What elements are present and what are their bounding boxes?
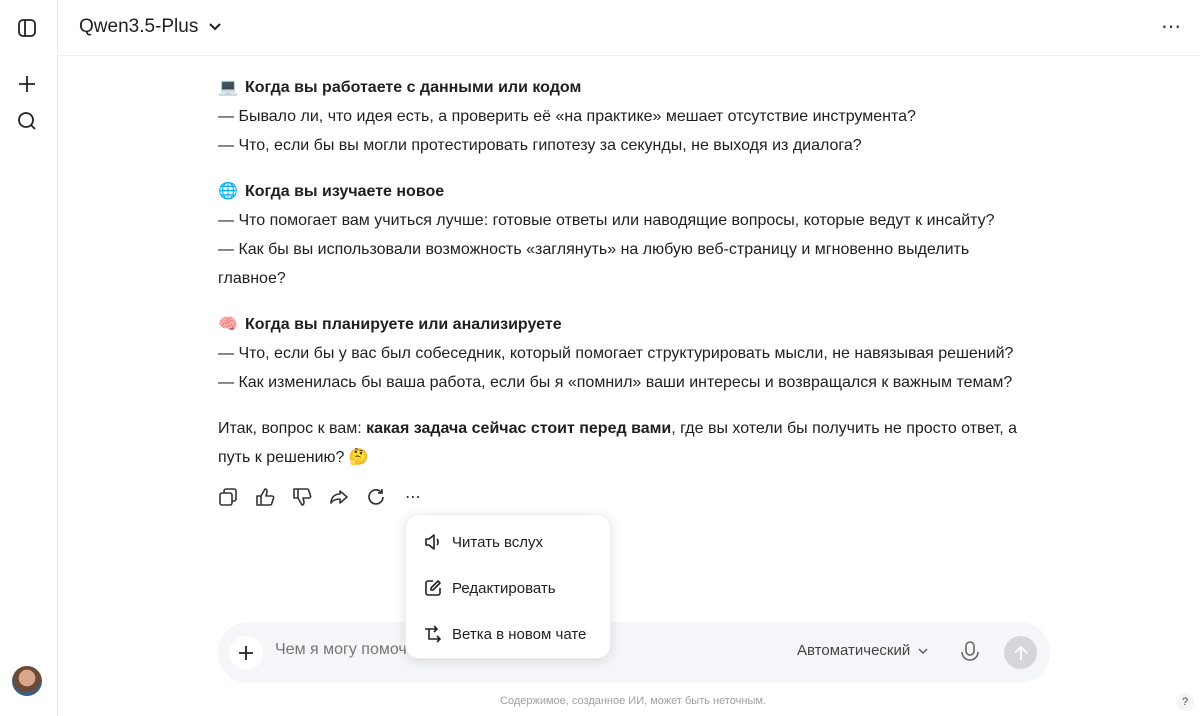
chat-input-bar (218, 622, 1050, 683)
help-button[interactable]: ? (1176, 693, 1194, 711)
menu-item-label: Редактировать (452, 579, 556, 597)
search-icon[interactable] (15, 109, 39, 133)
chevron-down-icon (918, 647, 928, 655)
attach-button[interactable] (229, 636, 263, 670)
globe-icon: 🌐 (218, 183, 238, 200)
closing-text: Итак, вопрос к вам: (218, 420, 367, 437)
menu-item-read-aloud[interactable] (406, 519, 610, 565)
section (218, 177, 1058, 293)
section (218, 73, 1058, 160)
regenerate-icon[interactable] (366, 486, 386, 508)
section-title: Когда вы работаете с данными или кодом (245, 79, 582, 96)
section-title: Когда вы планируете или анализируете (245, 316, 562, 333)
thumbs-up-icon[interactable] (255, 486, 275, 508)
thinking-emoji-icon: 🤔 (348, 449, 369, 466)
sidebar-toggle-icon[interactable] (15, 16, 39, 40)
section-title: Когда вы изучаете новое (245, 183, 445, 200)
copy-icon[interactable] (218, 486, 238, 508)
model-name: Qwen3.5-Plus (79, 16, 199, 37)
more-options-icon[interactable]: ⋯ (1161, 16, 1182, 38)
disclaimer: Содержимое, созданное ИИ, может быть неточным. (500, 695, 766, 707)
closing-text: , где вы хотели бы получить не просто ответ, а путь к решению? (218, 420, 1018, 466)
more-actions-icon[interactable]: ⋯ (405, 489, 421, 506)
section (218, 310, 1058, 397)
menu-item-branch-new-chat[interactable] (406, 611, 610, 657)
new-chat-icon[interactable] (15, 72, 39, 96)
model-selector[interactable] (79, 16, 222, 38)
section-line: — Бывало ли, что идея есть, а проверить её «на практике» мешает отсутствие инструмента? (218, 108, 916, 125)
sidebar (0, 0, 58, 716)
section-line: — Что помогает вам учиться лучше: готовые ответы или наводящие вопросы, которые ведут к инсайту? (218, 212, 995, 229)
mode-label: Автоматический (797, 642, 911, 659)
closing-bold: какая задача сейчас стоит перед вами (366, 420, 672, 437)
assistant-message (218, 73, 1058, 472)
speaker-icon (424, 533, 442, 551)
branch-icon (424, 625, 442, 643)
section-line: — Как бы вы использовали возможность «заглянуть» на любую веб-страницу и мгновенно выделить главное? (218, 241, 970, 287)
avatar[interactable] (12, 666, 42, 696)
section-line: — Что, если бы вы могли протестировать гипотезу за секунды, не выходя из диалога? (218, 137, 862, 154)
arrow-up-icon (1012, 644, 1030, 662)
mode-selector[interactable] (797, 642, 928, 659)
menu-item-label: Читать вслух (452, 533, 543, 551)
thumbs-down-icon[interactable] (292, 486, 312, 508)
menu-item-label: Ветка в новом чате (452, 625, 587, 643)
brain-icon: 🧠 (218, 316, 238, 333)
section-line: — Что, если бы у вас был собеседник, который помогает структурировать мысли, не навязывая решений? (218, 345, 1014, 362)
closing-question (218, 414, 1048, 472)
message-actions (218, 486, 423, 508)
chevron-down-icon (208, 22, 222, 32)
message-more-menu (405, 514, 611, 659)
header (58, 0, 1200, 56)
microphone-icon[interactable] (959, 640, 981, 669)
menu-item-edit[interactable] (406, 565, 610, 611)
edit-icon (424, 579, 442, 597)
section-line: — Как изменилась бы ваша работа, если бы я «помнил» ваши интересы и возвращался к важным темам? (218, 374, 1013, 391)
send-button[interactable] (1004, 636, 1037, 669)
plus-icon (237, 644, 255, 662)
laptop-icon: 💻 (218, 79, 238, 96)
share-icon[interactable] (329, 486, 349, 508)
